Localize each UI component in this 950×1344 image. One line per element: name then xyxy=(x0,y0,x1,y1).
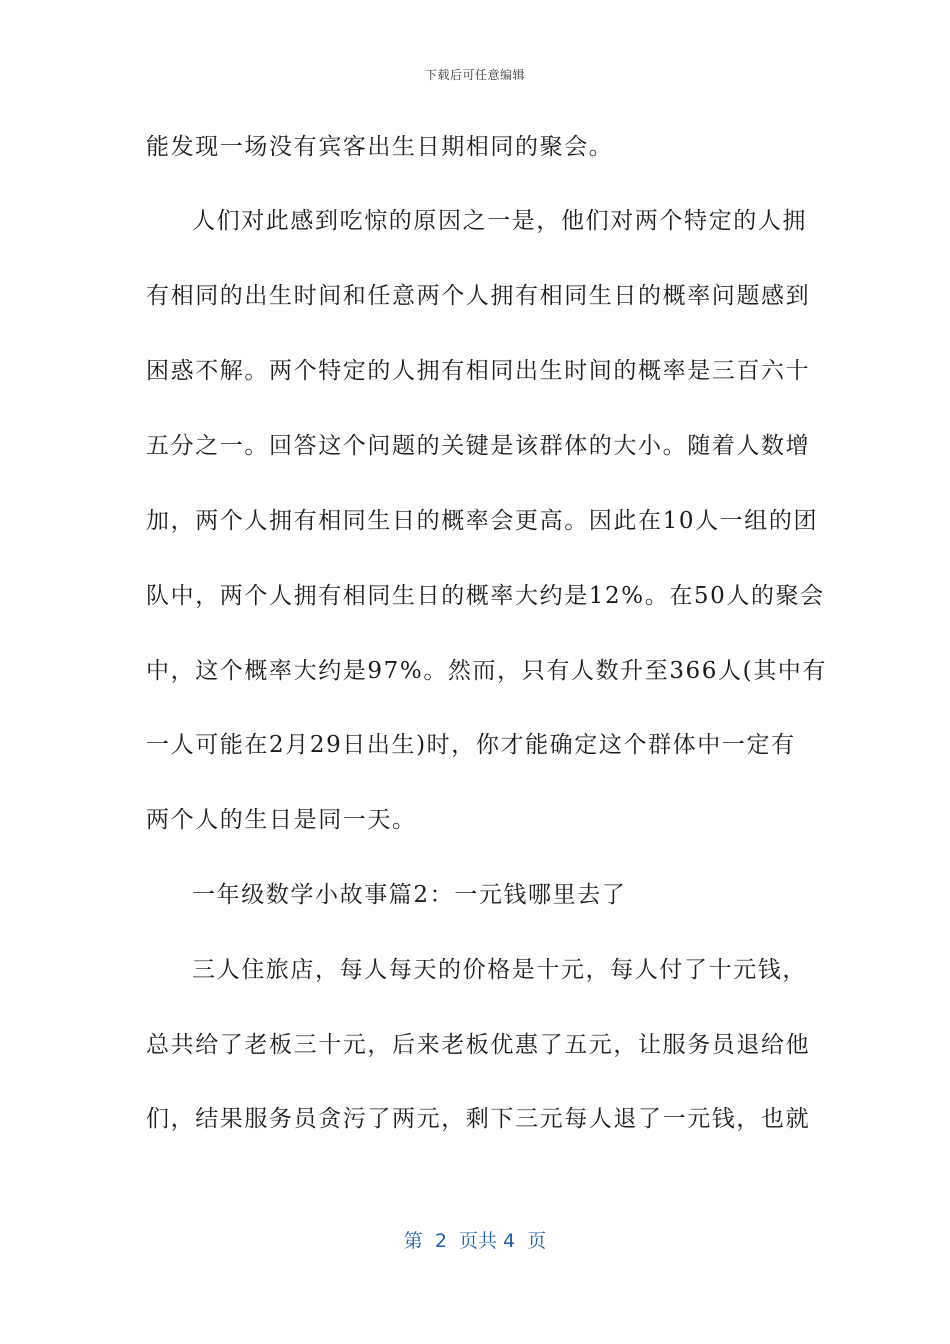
text-line: 有相同的出生时间和任意两个人拥有相同生日的概率问题感到 xyxy=(146,283,811,309)
text-line: 能发现一场没有宾客出生日期相同的聚会。 xyxy=(146,134,614,160)
text-line: 中，这个概率大约是97%。然而，只有人数升至366人(其中有 xyxy=(146,658,827,684)
text-line: 一人可能在2月29日出生)时，你才能确定这个群体中一定有 xyxy=(146,732,796,758)
text-line: 人们对此感到吃惊的原因之一是，他们对两个特定的人拥 xyxy=(192,208,807,234)
text-line: 五分之一。回答这个问题的关键是该群体的大小。随着人数增 xyxy=(146,433,811,459)
text-line: 队中，两个人拥有相同生日的概率大约是12%。在50人的聚会 xyxy=(146,583,825,609)
text-line: 两个人的生日是同一天。 xyxy=(146,807,417,833)
page-header: 下载后可任意编辑 xyxy=(424,68,525,82)
text-line: 总共给了老板三十元，后来老板优惠了五元，让服务员退给他 xyxy=(146,1032,811,1058)
page-number-footer: 第 2 页共 4 页 xyxy=(403,1230,547,1252)
text-line: 三人住旅店，每人每天的价格是十元，每人付了十元钱， xyxy=(192,957,807,983)
text-line: 们，结果服务员贪污了两元，剩下三元每人退了一元钱，也就 xyxy=(146,1106,811,1132)
text-line: 加，两个人拥有相同生日的概率会更高。因此在10人一组的团 xyxy=(146,508,819,534)
text-line: 困惑不解。两个特定的人拥有相同出生时间的概率是三百六十 xyxy=(146,358,811,384)
section-heading: 一年级数学小故事篇2：一元钱哪里去了 xyxy=(192,882,627,908)
